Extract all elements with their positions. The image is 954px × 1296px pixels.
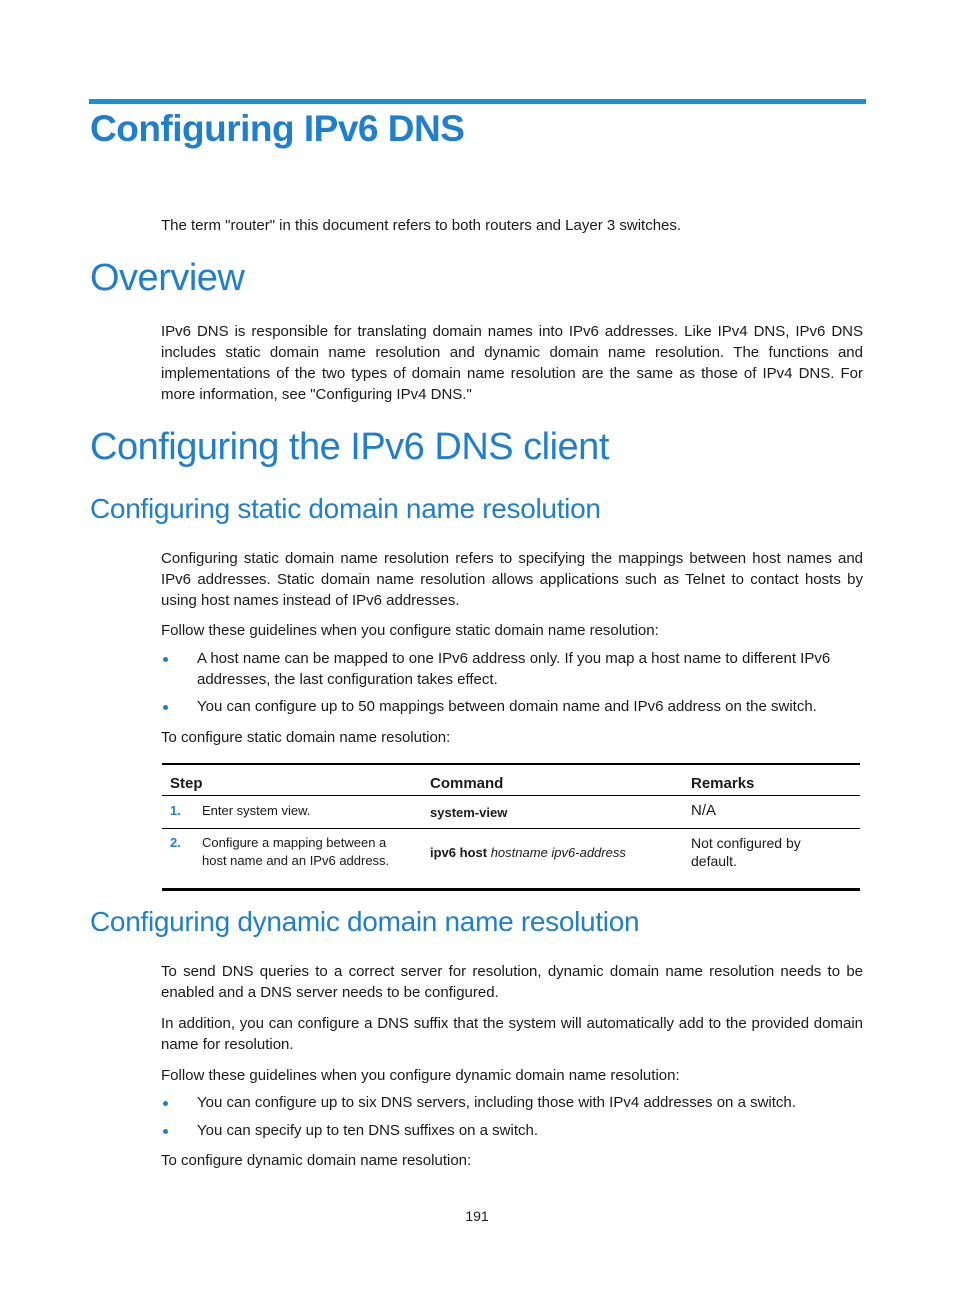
step-cell bbox=[162, 796, 422, 829]
chapter-title: Configuring IPv6 DNS bbox=[90, 108, 465, 149]
static-table-intro: To configure static domain name resolution: bbox=[161, 729, 451, 746]
chapter-top-rule bbox=[89, 99, 866, 104]
dynamic-paragraph-2: In addition, you can configure a DNS suffix that the system will automatically add to the provided domain name for resolution. bbox=[161, 1015, 863, 1053]
table-header-row bbox=[162, 764, 860, 796]
table-row bbox=[162, 796, 860, 829]
static-bullet-2: You can configure up to 50 mappings between domain name and IPv6 address on the switch. bbox=[197, 698, 817, 715]
bullet-dot bbox=[163, 657, 168, 662]
overview-paragraph: IPv6 DNS is responsible for translating domain names into IPv6 addresses. Like IPv4 DNS, IPv6 DNS includes static domain name resolution and dynamic domain name resolution. The functions and implementations of the two types of domain name resolution are the same as those of IPv4 DNS. For more information, see "Configuring IPv4 DNS." bbox=[161, 323, 863, 403]
step-number: 1. bbox=[170, 803, 181, 818]
command-cell bbox=[422, 829, 683, 890]
overview-heading: Overview bbox=[90, 257, 245, 299]
dynamic-table-intro: To configure dynamic domain name resolution: bbox=[161, 1152, 472, 1169]
bullet-dot bbox=[163, 1101, 168, 1106]
command-keyword: ipv6 host bbox=[430, 845, 488, 860]
table-row bbox=[162, 829, 860, 890]
static-guidelines-intro: Follow these guidelines when you configure static domain name resolution: bbox=[161, 622, 659, 639]
client-heading: Configuring the IPv6 DNS client bbox=[90, 426, 609, 468]
step-description: Enter system view. bbox=[202, 803, 311, 818]
static-command-table bbox=[162, 763, 860, 891]
dynamic-bullet-2: You can specify up to ten DNS suffixes on a switch. bbox=[197, 1122, 539, 1139]
static-paragraph: Configuring static domain name resolution refers to specifying the mappings between host names and IPv6 addresses. Static domain name resolution allows applications such as Telnet to contact hosts by using host names instead of IPv6 addresses. bbox=[161, 550, 863, 609]
header-command: Command bbox=[422, 764, 683, 796]
page-number: 191 bbox=[465, 1208, 489, 1224]
intro-note: The term "router" in this document refers to both routers and Layer 3 switches. bbox=[161, 217, 682, 234]
static-heading: Configuring static domain name resolution bbox=[90, 493, 601, 524]
dynamic-heading: Configuring dynamic domain name resolution bbox=[90, 906, 640, 937]
command-arguments: hostname ipv6-address bbox=[490, 845, 626, 860]
bullet-dot bbox=[163, 1129, 168, 1134]
header-step: Step bbox=[162, 764, 422, 796]
dynamic-bullet-1: You can configure up to six DNS servers, including those with IPv4 addresses on a switch. bbox=[197, 1094, 796, 1111]
step-description: Configure a mapping between a host name and an IPv6 address. bbox=[202, 835, 390, 868]
static-bullet-1: A host name can be mapped to one IPv6 address only. If you map a host name to different IPv6 addresses, the last configuration takes effect. bbox=[197, 650, 831, 688]
dynamic-paragraph-1: To send DNS queries to a correct server for resolution, dynamic domain name resolution needs to be enabled and a DNS server needs to be configured. bbox=[161, 963, 863, 1001]
remarks-text: Not configured by default. bbox=[691, 835, 801, 869]
command-cell bbox=[422, 796, 683, 829]
header-remarks: Remarks bbox=[683, 764, 860, 796]
step-number: 2. bbox=[170, 835, 181, 850]
bullet-dot bbox=[163, 705, 168, 710]
command-keyword: system-view bbox=[430, 805, 508, 820]
dynamic-guidelines-intro: Follow these guidelines when you configure dynamic domain name resolution: bbox=[161, 1067, 680, 1084]
step-cell bbox=[162, 829, 422, 890]
remarks-cell: N/A bbox=[683, 796, 860, 829]
remarks-cell bbox=[683, 829, 860, 890]
